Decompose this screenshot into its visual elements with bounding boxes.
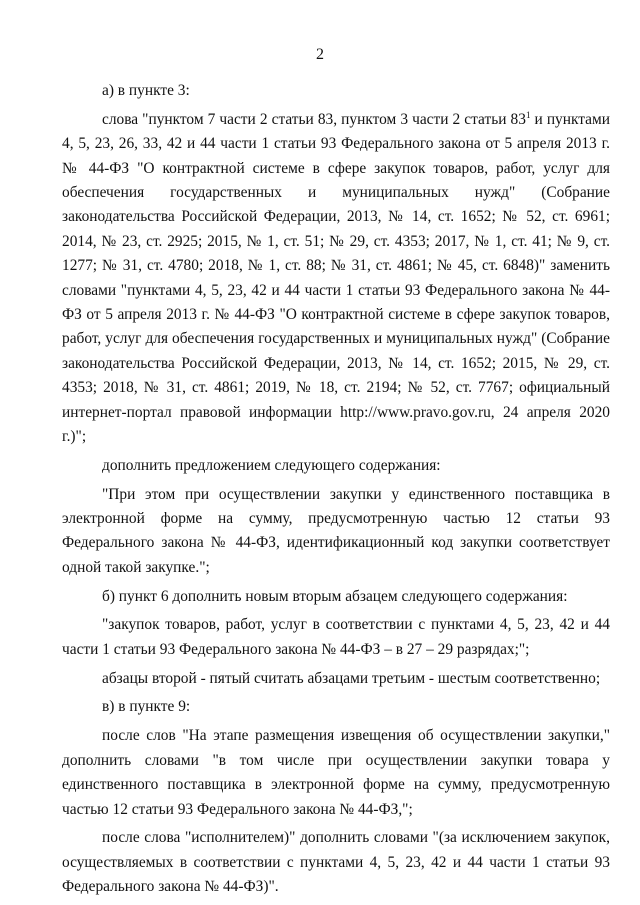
- paragraph-after-words-stage: после слов "На этапе размещения извещения об осуществлении закупки," дополнить словами "в том числе при осуществлении закупки товара у единственного поставщика в электронной форме на сумму, предусмотренную частью 12 статьи 93 Федерального закона № 44-ФЗ,";: [62, 727, 610, 818]
- paragraph-quoted-sentence: "При этом при осуществлении закупки у единственного поставщика в электронной форме на сумму, предусмотренную частью 12 статьи 93 Федерального закона № 44-ФЗ, идентификационный код закупки соответствует одной такой закупке.";: [62, 485, 610, 576]
- paragraph-item-a: а) в пункте 3:: [102, 82, 190, 99]
- document-body: [62, 79, 610, 900]
- paragraph-replace-words-pre: слова "пунктом 7 части 2 статьи 83, пунктом 3 части 2 статьи 83: [102, 110, 526, 128]
- paragraph-add-sentence: дополнить предложением следующего содержания:: [102, 456, 441, 474]
- paragraph-item-v: в) в пункте 9:: [102, 698, 191, 716]
- paragraph-after-word-executor: после слова "исполнителем)" дополнить словами "(за исключением закупок, осуществляемых в соответствии с пунктами 4, 5, 23, 42 и 44 части 1 статьи 93 Федерального закона № 44-ФЗ)".: [62, 829, 610, 896]
- paragraph-quoted-purchases: "закупок товаров, работ, услуг в соответствии с пунктами 4, 5, 23, 42 и 44 части 1 статьи 93 Федерального закона № 44-ФЗ – в 27 – 29 разрядах;";: [62, 616, 610, 658]
- paragraph-replace-words-post: и пунктами 4, 5, 23, 26, 33, 42 и 44 части 1 статьи 93 Федерального закона от 5 апреля 2013 г. № 44-ФЗ "О контрактной системе в сфере закупок товаров, работ, услуг для обеспечения государственных и муниципальных нужд" (Собрание законодательства Российской Федерации, 2013, № 14, ст. 1652; № 52, ст. 6961; 2014, № 23, ст. 2925; 2015, № 1, ст. 51; № 29, ст. 4353; 2017, № 1, ст. 41; № 9, ст. 1277; № 31, ст. 4780; 2018, № 1, ст. 88; № 31, ст. 4861; № 45, ст. 6848)" заменить словами "пунктами 4, 5, 23, 42 и 44 части 1 статьи 93 Федерального закона № 44-ФЗ от 5 апреля 2013 г. № 44-ФЗ "О контрактной системе в сфере закупок товаров, работ, услуг для обеспечения государственных и муниципальных нужд" (Собрание законодательства Российской Федерации, 2013, № 14, ст. 1652; 2015, № 29, ст. 4353; 2018, № 31, ст. 4861; 2019, № 18, ст. 2194; № 52, ст. 7767; официальный интернет-портал правовой информации http://www.pravo.gov.ru, 24 апреля 2020 г.)";: [62, 110, 610, 446]
- page-number: 2: [316, 46, 324, 63]
- paragraph-replace-words: [62, 108, 610, 450]
- paragraph-renumber: абзацы второй - пятый считать абзацами третьим - шестым соответственно;: [102, 669, 601, 687]
- paragraph-item-b: б) пункт 6 дополнить новым вторым абзацем следующего содержания:: [102, 587, 568, 605]
- superscript-one: 1: [525, 109, 531, 120]
